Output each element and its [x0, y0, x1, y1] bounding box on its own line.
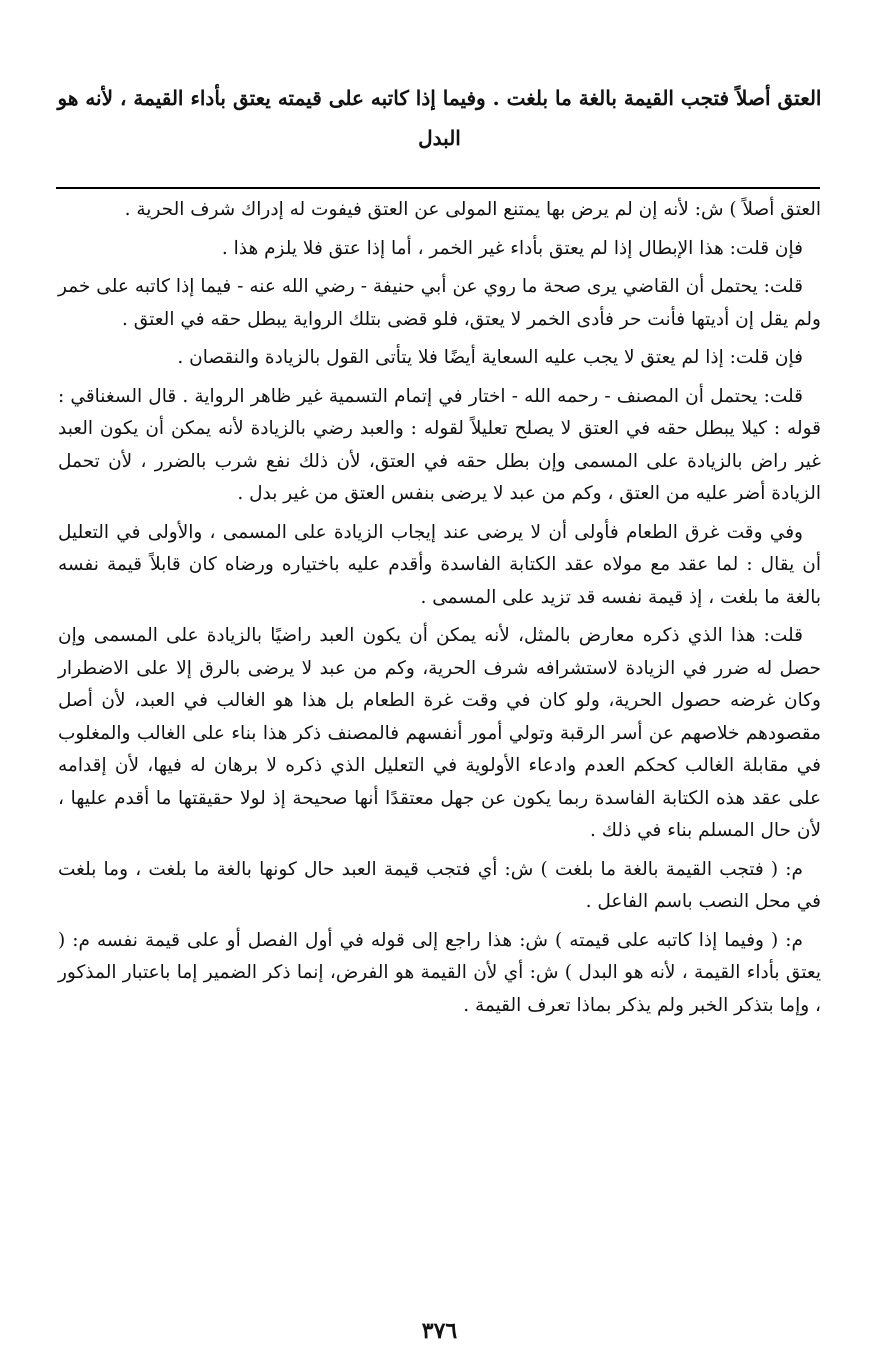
commentary-paragraph: وفي وقت غرق الطعام فأولى أن لا يرضى عند إيجاب الزيادة على المسمى ، والأولى في التعليل أن يقال : لما عقد مع مولاه عقد الكتابة الفاسدة وأقدم عليه باختياره ورضاه كان قابلاً قيمة نفسه بالغة ما بلغت ، إذ قيمة نفسه قد تزيد على المسمى . — [58, 521, 821, 608]
matn-text: العتق أصلاً فتجب القيمة بالغة ما بلغت . وفيما إذا كاتبه على قيمته يعتق بأداء القيمة ، لأنه هو البدل — [57, 86, 822, 150]
commentary-paragraph: م: ( فتجب القيمة بالغة ما بلغت ) ش: أي فتجب قيمة العبد حال كونها بالغة ما بلغت ، وما بلغت في محل النصب باسم الفاعل . — [58, 858, 821, 912]
commentary-paragraph: م: ( وفيما إذا كاتبه على قيمته ) ش: هذا راجع إلى قوله في أول الفصل أو على قيمة نفسه م: ( يعتق بأداء القيمة ، لأنه هو البدل ) ش: أي لأن القيمة هو الفرض، إنما ذكر الضمير إما باعتبار المذكور ، وإما بتذكر الخبر ولم يذكر بماذا تعرف القيمة . — [58, 929, 821, 1016]
commentary-paragraph: فإن قلت: إذا لم يعتق لا يجب عليه السعاية أيضًا فلا يتأتى القول بالزيادة والنقصان . — [177, 347, 803, 368]
commentary-body — [58, 194, 821, 1028]
commentary-paragraph: قلت: يحتمل أن المصنف - رحمه الله - اختار في إتمام التسمية غير ظاهر الرواية . قال السغناقي : قوله : كيلا يبطل حقه في العتق لا يصلح تعليلاً لقوله : والعبد رضي بالزيادة لأنه يمكن أن يكون العبد غير راض بالزيادة على المسمى وإن بطل حقه في العتق، لأن ذلك نفع شرب بالضرر ، لأن تحمل الزيادة أضر عليه من العتق ، وكم من عبد لا يرضى بنفس العتق من غير بدل . — [58, 385, 821, 504]
commentary-paragraph: العتق أصلاً ) ش: لأنه إن لم يرض بها يمتنع المولى عن العتق فيفوت له إدراك شرف الحرية . — [124, 199, 821, 220]
commentary-paragraph: فإن قلت: هذا الإبطال إذا لم يعتق بأداء غير الخمر ، أما إذا عتق فلا يلزم هذا . — [221, 237, 803, 259]
divider-line — [56, 187, 820, 189]
page-number: ٣٧٦ — [421, 1318, 458, 1344]
commentary-paragraph: قلت: يحتمل أن القاضي يرى صحة ما روي عن أبي حنيفة - رضي الله عنه - فيما إذا كاتبه على خمر ولم يقل إن أديتها فأنت حر فأدى الخمر لا يعتق، فلو قضى بتلك الرواية يبطل حقه في العتق . — [58, 276, 821, 330]
commentary-paragraph: قلت: هذا الذي ذكره معارض بالمثل، لأنه يمكن أن يكون العبد راضيًا بالزيادة على المسمى وإن حصل له ضرر في الزيادة لاستشرافه شرف الحرية، وكم من عبد لا يرضى بالرق إلا على الاضطرار وكان غرضه حصول الحرية، ولو كان في وقت غرة الطعام بل هذا هو الغالب في العبد، لأن أصل مقصودهم خلاصهم عن أسر الرقبة وتولي أمور أنفسهم فالمصنف ذكر هذا بناء على الغالب والمغلوب في مقابلة الغالب كحكم العدم وادعاء الأولوية في التعليل الذي ذكره لا برهان له فيها، لأن إقدامه على عقد هذه الكتابة الفاسدة ربما يكون عن جهل معتقدًا أنها صحيحة إذ لولا حقيقتها ما أقدم عليها ، لأن حال المسلم بناء في ذلك . — [58, 625, 821, 841]
